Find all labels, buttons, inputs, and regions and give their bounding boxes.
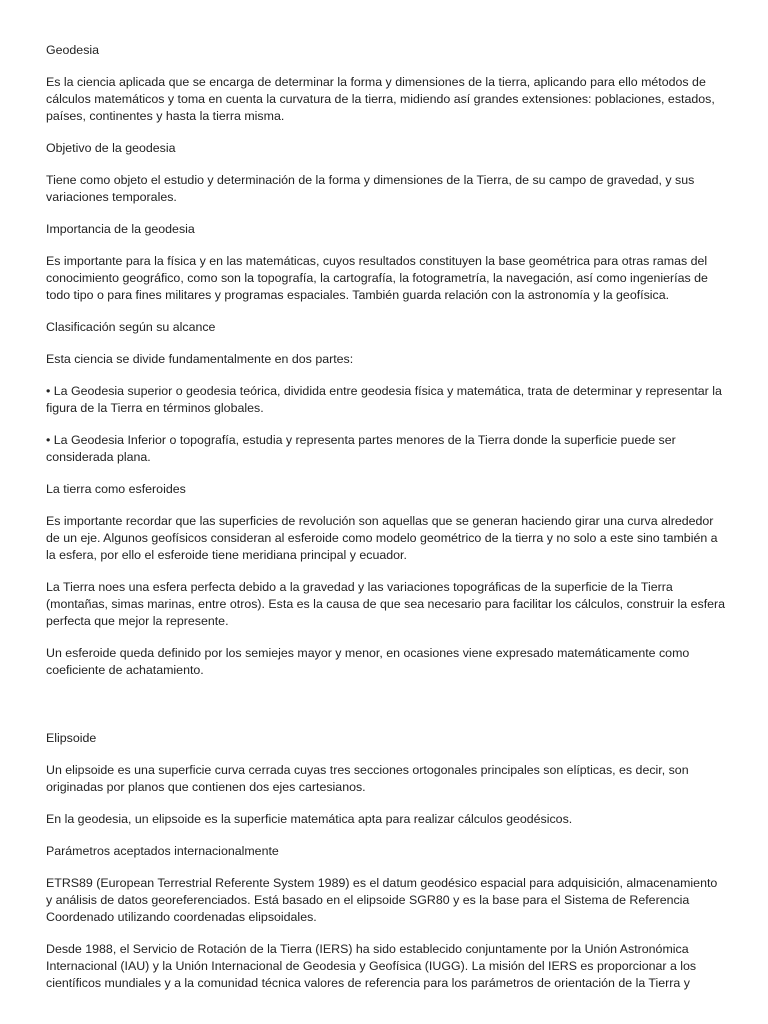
paragraph-etrs89: ETRS89 (European Terrestrial Referente System 1989) es el datum geodésico espacial para adquisición, almacenamiento y análisis de datos georeferenciados. Está basado en el elipsoide SGR80 y es la base para el Sistema de Referencia Coordenado utilizando coordenadas elipsoidales.: [46, 876, 718, 924]
paragraph-definicion: Es la ciencia aplicada que se encarga de determinar la forma y dimensiones de la tierra, aplicando para ello métodos de cálculos matemáticos y toma en cuenta la curvatura de la tierra, midiendo así grandes extensiones: poblaciones, estados, países, continentes y hasta la tierra misma.: [46, 75, 715, 123]
bullet-geodesia-inferior: • La Geodesia Inferior o topografía, estudia y representa partes menores de la Tierra donde la superficie puede ser considerada plana.: [46, 433, 676, 464]
paragraph-esferoides-1: Es importante recordar que las superficies de revolución son aquellas que se generan haciendo girar una curva alrededor de un eje. Algunos geofísicos consideran al esferoide como modelo geométrico de la tierra y no solo a este sino también a la esfera, por ello el esferoide tiene meridiana principal y ecuador.: [46, 514, 718, 562]
heading-parametros: Parámetros aceptados internacionalmente: [46, 844, 279, 858]
bullet-geodesia-superior: • La Geodesia superior o geodesia teórica, dividida entre geodesia física y matemática, trata de determinar y representar la figura de la Tierra en términos globales.: [46, 384, 722, 415]
paragraph-esferoides-2: La Tierra noes una esfera perfecta debido a la gravedad y las variaciones topográficas de la superficie de la Tierra (montañas, simas marinas, entre otros). Esta es la causa de que sea necesario para facilitar los cálculos, construir la esfera perfecta que mejor la represente.: [46, 580, 726, 628]
paragraph-iers: Desde 1988, el Servicio de Rotación de la Tierra (IERS) ha sido establecido conjuntamente por la Unión Astronómica Internacional (IAU) y la Unión Internacional de Geodesia y Geofísica (IUGG). La misión del IERS es proporcionar a los científicos mundiales y a la comunidad técnica valores de referencia para los parámetros de orientación de la Tierra y: [46, 942, 697, 990]
paragraph-elipsoide-1: Un elipsoide es una superficie curva cerrada cuyas tres secciones ortogonales principales son elípticas, es decir, son originadas por planos que contienen dos ejes cartesianos.: [46, 763, 689, 794]
paragraph-importancia: Es importante para la física y en las matemáticas, cuyos resultados constituyen la base geométrica para otras ramas del conocimiento geográfico, como son la topografía, la cartografía, la fotogrametría, la navegación, así como ingenierías de todo tipo o para fines militares y programas espaciales. También guarda relación con la astronomía y la geofísica.: [46, 254, 708, 302]
paragraph-objetivo: Tiene como objeto el estudio y determinación de la forma y dimensiones de la Tierra, de su campo de gravedad, y sus variaciones temporales.: [46, 173, 695, 204]
paragraph-esferoides-3: Un esferoide queda definido por los semiejes mayor y menor, en ocasiones viene expresado matemáticamente como coeficiente de achatamiento.: [46, 646, 690, 677]
paragraph-clasificacion-intro: Esta ciencia se divide fundamentalmente en dos partes:: [46, 352, 354, 366]
heading-clasificacion: Clasificación según su alcance: [46, 320, 216, 334]
heading-objetivo: Objetivo de la geodesia: [46, 141, 176, 155]
paragraph-elipsoide-2: En la geodesia, un elipsoide es la superficie matemática apta para realizar cálculos geodésicos.: [46, 812, 573, 826]
title-geodesia: Geodesia: [46, 43, 100, 57]
document-page: [46, 42, 726, 1007]
blank-space: [46, 694, 726, 730]
heading-importancia: Importancia de la geodesia: [46, 222, 195, 236]
heading-elipsoide: Elipsoide: [46, 731, 97, 745]
heading-esferoides: La tierra como esferoides: [46, 482, 186, 496]
